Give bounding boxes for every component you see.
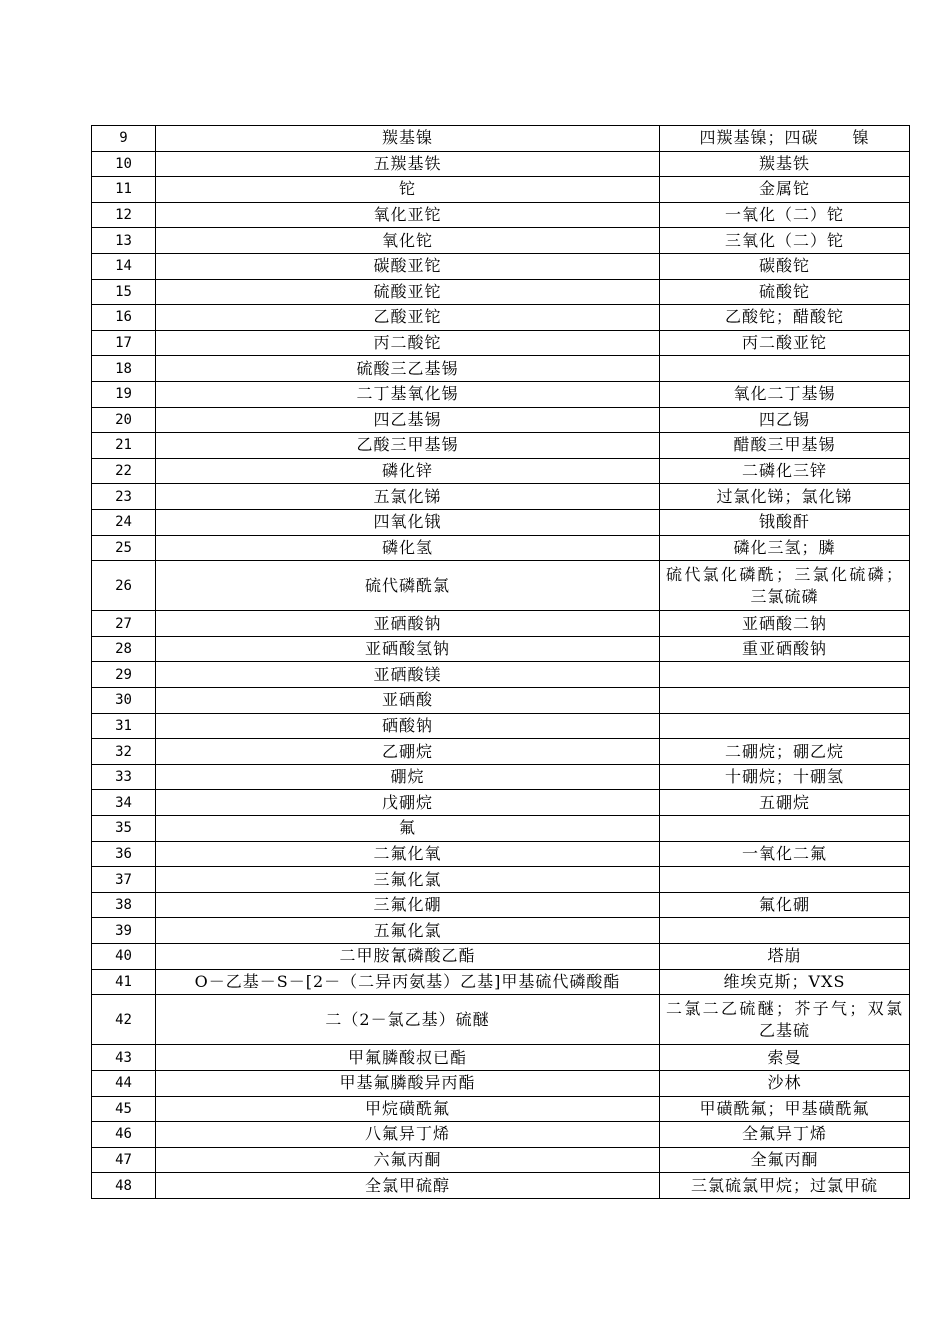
table-row [92, 381, 910, 407]
table-row [92, 636, 910, 662]
chemical-name: 硫酸亚铊 [156, 279, 660, 305]
chemical-alias: 十硼烷；十硼氢 [660, 764, 910, 790]
row-number: 45 [92, 1096, 156, 1122]
table-row [92, 305, 910, 331]
chemical-name: 丙二酸铊 [156, 330, 660, 356]
table-row [92, 279, 910, 305]
chemical-alias [660, 688, 910, 714]
chemical-alias [660, 713, 910, 739]
table-row [92, 330, 910, 356]
chemical-alias [660, 918, 910, 944]
chemical-alias: 甲磺酰氟；甲基磺酰氟 [660, 1096, 910, 1122]
chemical-alias: 二磷化三锌 [660, 458, 910, 484]
table-row [92, 1045, 910, 1071]
row-number: 30 [92, 688, 156, 714]
chemical-name: 乙硼烷 [156, 739, 660, 765]
chemical-name: 亚硒酸钠 [156, 611, 660, 637]
chemical-alias: 二氯二乙硫醚；芥子气；双氯乙基硫 [660, 995, 910, 1045]
chemical-name: 氧化铊 [156, 228, 660, 254]
table-row [92, 1070, 910, 1096]
table-row [92, 816, 910, 842]
row-number: 12 [92, 202, 156, 228]
chemical-name: 磷化锌 [156, 458, 660, 484]
chemical-name: 铊 [156, 177, 660, 203]
table-row [92, 535, 910, 561]
table-row [92, 202, 910, 228]
chemical-name: 氟 [156, 816, 660, 842]
chemical-alias: 氟化硼 [660, 892, 910, 918]
chemical-name: 亚硒酸 [156, 688, 660, 714]
table-row [92, 177, 910, 203]
row-number: 17 [92, 330, 156, 356]
row-number: 10 [92, 151, 156, 177]
row-number: 46 [92, 1122, 156, 1148]
chemical-alias: 硫酸铊 [660, 279, 910, 305]
chemical-alias: 丙二酸亚铊 [660, 330, 910, 356]
row-number: 36 [92, 841, 156, 867]
table-row [92, 918, 910, 944]
chemical-name: 二丁基氧化锡 [156, 381, 660, 407]
chemical-alias: 金属铊 [660, 177, 910, 203]
row-number: 23 [92, 484, 156, 510]
table-row [92, 892, 910, 918]
chemical-name: 三氟化氯 [156, 867, 660, 893]
row-number: 43 [92, 1045, 156, 1071]
row-number: 26 [92, 561, 156, 611]
table-row [92, 688, 910, 714]
row-number: 31 [92, 713, 156, 739]
row-number: 14 [92, 253, 156, 279]
chemical-alias: 羰基铁 [660, 151, 910, 177]
chemical-name: 磷化氢 [156, 535, 660, 561]
chemical-name: 硼烷 [156, 764, 660, 790]
row-number: 35 [92, 816, 156, 842]
chemical-alias [660, 662, 910, 688]
row-number: 39 [92, 918, 156, 944]
table-row [92, 1122, 910, 1148]
row-number: 48 [92, 1173, 156, 1199]
chemical-alias: 沙林 [660, 1070, 910, 1096]
chemical-alias: 碳酸铊 [660, 253, 910, 279]
table-row [92, 253, 910, 279]
row-number: 11 [92, 177, 156, 203]
chemical-name: 乙酸三甲基锡 [156, 433, 660, 459]
table-row [92, 739, 910, 765]
chemical-alias [660, 356, 910, 382]
chemical-alias: 二硼烷；硼乙烷 [660, 739, 910, 765]
row-number: 21 [92, 433, 156, 459]
table-row [92, 356, 910, 382]
chemical-name: 四氧化锇 [156, 509, 660, 535]
chemical-alias: 重亚硒酸钠 [660, 636, 910, 662]
chemical-alias: 维埃克斯；VXS [660, 969, 910, 995]
row-number: 40 [92, 944, 156, 970]
chemical-name: 二甲胺氰磷酸乙酯 [156, 944, 660, 970]
row-number: 18 [92, 356, 156, 382]
row-number: 41 [92, 969, 156, 995]
table-row [92, 611, 910, 637]
row-number: 27 [92, 611, 156, 637]
chemical-name: 亚硒酸氢钠 [156, 636, 660, 662]
table-row [92, 126, 910, 152]
row-number: 16 [92, 305, 156, 331]
table-row [92, 662, 910, 688]
table-row [92, 561, 910, 611]
table-row [92, 407, 910, 433]
chemical-alias: 全氟丙酮 [660, 1147, 910, 1173]
table-row [92, 790, 910, 816]
table-body [92, 126, 910, 1199]
table-row [92, 969, 910, 995]
row-number: 22 [92, 458, 156, 484]
chemical-name: 碳酸亚铊 [156, 253, 660, 279]
chemical-name: O－乙基－S－[2－（二异丙氨基）乙基]甲基硫代磷酸酯 [156, 969, 660, 995]
table-row [92, 1173, 910, 1199]
table-row [92, 458, 910, 484]
row-number: 13 [92, 228, 156, 254]
chemical-alias: 三氧化（二）铊 [660, 228, 910, 254]
chemical-name: 硒酸钠 [156, 713, 660, 739]
chemical-name: 亚硒酸镁 [156, 662, 660, 688]
chemical-alias: 乙酸铊；醋酸铊 [660, 305, 910, 331]
chemical-table [91, 125, 910, 1199]
chemical-alias: 氧化二丁基锡 [660, 381, 910, 407]
chemical-name: 硫酸三乙基锡 [156, 356, 660, 382]
chemical-name: 乙酸亚铊 [156, 305, 660, 331]
chemical-alias: 过氯化锑；氯化锑 [660, 484, 910, 510]
chemical-alias: 磷化三氢；膦 [660, 535, 910, 561]
table-row [92, 228, 910, 254]
table-row [92, 151, 910, 177]
row-number: 9 [92, 126, 156, 152]
chemical-name: 二氟化氧 [156, 841, 660, 867]
chemical-alias: 塔崩 [660, 944, 910, 970]
chemical-name: 五氯化锑 [156, 484, 660, 510]
table-row [92, 867, 910, 893]
chemical-name: 甲氟膦酸叔已酯 [156, 1045, 660, 1071]
chemical-name: 四乙基锡 [156, 407, 660, 433]
chemical-name: 二（2－氯乙基）硫醚 [156, 995, 660, 1045]
row-number: 28 [92, 636, 156, 662]
table-row [92, 1096, 910, 1122]
chemical-name: 六氟丙酮 [156, 1147, 660, 1173]
table-row [92, 433, 910, 459]
chemical-name: 全氯甲硫醇 [156, 1173, 660, 1199]
row-number: 44 [92, 1070, 156, 1096]
chemical-alias: 一氧化二氟 [660, 841, 910, 867]
chemical-alias: 醋酸三甲基锡 [660, 433, 910, 459]
table-row [92, 509, 910, 535]
row-number: 47 [92, 1147, 156, 1173]
row-number: 38 [92, 892, 156, 918]
chemical-name: 羰基镍 [156, 126, 660, 152]
chemical-alias: 五硼烷 [660, 790, 910, 816]
chemical-alias: 索曼 [660, 1045, 910, 1071]
chemical-name: 三氟化硼 [156, 892, 660, 918]
chemical-name: 五氟化氯 [156, 918, 660, 944]
chemical-name: 氧化亚铊 [156, 202, 660, 228]
table-row [92, 995, 910, 1045]
chemical-name: 甲烷磺酰氟 [156, 1096, 660, 1122]
row-number: 29 [92, 662, 156, 688]
chemical-name: 甲基氟膦酸异丙酯 [156, 1070, 660, 1096]
chemical-alias: 全氟异丁烯 [660, 1122, 910, 1148]
chemical-alias: 锇酸酐 [660, 509, 910, 535]
chemical-name: 戊硼烷 [156, 790, 660, 816]
chemical-alias: 三氯硫氯甲烷；过氯甲硫 [660, 1173, 910, 1199]
chemical-alias: 硫代氯化磷酰；三氯化硫磷；三氯硫磷 [660, 561, 910, 611]
row-number: 37 [92, 867, 156, 893]
row-number: 15 [92, 279, 156, 305]
table-row [92, 841, 910, 867]
row-number: 24 [92, 509, 156, 535]
chemical-name: 八氟异丁烯 [156, 1122, 660, 1148]
row-number: 25 [92, 535, 156, 561]
chemical-name: 五羰基铁 [156, 151, 660, 177]
table-row [92, 484, 910, 510]
chemical-alias: 亚硒酸二钠 [660, 611, 910, 637]
chemical-alias [660, 816, 910, 842]
chemical-alias: 四乙锡 [660, 407, 910, 433]
chemical-alias: 一氧化（二）铊 [660, 202, 910, 228]
table-row [92, 944, 910, 970]
row-number: 32 [92, 739, 156, 765]
chemical-alias [660, 867, 910, 893]
chemical-name: 硫代磷酰氯 [156, 561, 660, 611]
row-number: 34 [92, 790, 156, 816]
row-number: 42 [92, 995, 156, 1045]
row-number: 33 [92, 764, 156, 790]
row-number: 20 [92, 407, 156, 433]
table-row [92, 764, 910, 790]
row-number: 19 [92, 381, 156, 407]
chemical-alias: 四羰基镍；四碳 镍 [660, 126, 910, 152]
table-row [92, 713, 910, 739]
table-row [92, 1147, 910, 1173]
